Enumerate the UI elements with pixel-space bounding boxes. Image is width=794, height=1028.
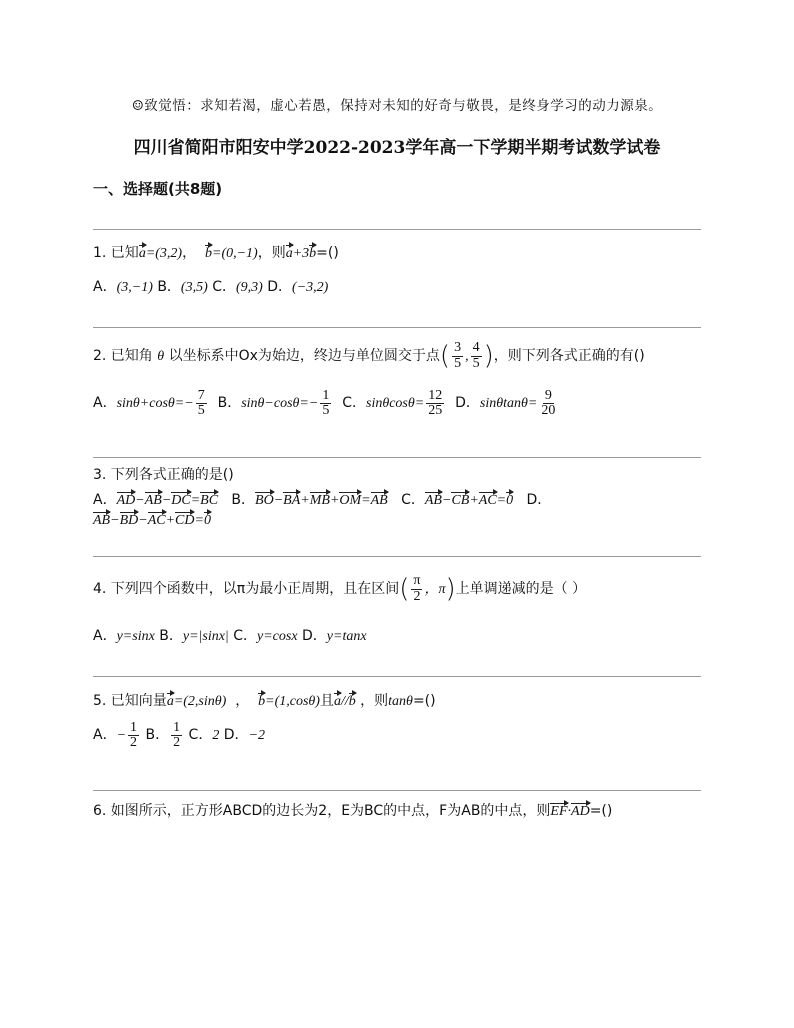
q2-point-y: $\frac{4}{5}$ (472, 339, 480, 371)
expr-vector-a: a (285, 246, 293, 261)
option-d[interactable]: (−3,2) (292, 280, 329, 295)
question-2 (93, 336, 645, 376)
divider (93, 327, 701, 328)
option-d[interactable]: AB−BD−AC+CD=0 (93, 513, 211, 528)
q2-options (93, 384, 559, 423)
option-b[interactable]: sinθ−cosθ=− $\frac{1}{5}$ (241, 387, 330, 419)
option-label-a[interactable]: A． (93, 279, 117, 295)
option-label-b[interactable]: B． (231, 492, 256, 508)
q2-prefix: 2. 已知角 (93, 348, 153, 364)
q3-options-line1 (93, 489, 551, 509)
option-label-a[interactable]: A． (93, 628, 117, 644)
option-c[interactable]: y=cosx (257, 629, 298, 644)
option-label-d[interactable]: D． (223, 727, 249, 743)
q5-tail: =() (412, 693, 436, 709)
option-label-b[interactable]: B． (217, 395, 242, 411)
question-3: 3. 下列各式正确的是() (93, 467, 234, 483)
parallel-a: a (333, 694, 341, 709)
option-label-c[interactable]: C． (233, 628, 258, 644)
question-5 (93, 690, 436, 710)
q1-tail: =() (316, 245, 339, 261)
q1-a-value: =(3,2) (145, 246, 183, 261)
vector-ad: AD (571, 804, 590, 819)
option-c[interactable]: AB−CB+AC=0 (424, 493, 514, 508)
vector-ef: EF (550, 804, 568, 819)
q1-sep: ， (182, 245, 197, 261)
q5-a-value: =(2,sinθ) (173, 694, 227, 709)
q2-theta: θ (157, 349, 165, 364)
paren-open: ( (399, 574, 410, 604)
vector-b: b (258, 694, 266, 709)
option-a[interactable]: sinθ+cosθ=− $\frac{7}{5}$ (116, 387, 205, 419)
option-c[interactable]: (9,3) (235, 280, 263, 295)
option-label-b[interactable]: B． (145, 727, 170, 743)
dot-operator: · (567, 804, 572, 819)
option-b[interactable]: y=|sinx| (182, 629, 229, 644)
option-b[interactable]: BO−BA+MB+OM=AB (255, 493, 388, 508)
option-a[interactable]: y=sinx (116, 629, 155, 644)
option-label-a[interactable]: A． (93, 727, 117, 743)
q6-tail: =() (589, 803, 613, 819)
q1-prefix: 1. 已知 (93, 245, 139, 261)
option-a[interactable]: (3,−1) (116, 280, 153, 295)
q4-prefix: 4. 下列四个函数中，以π为最小正周期，且在区间 (93, 581, 400, 597)
option-label-d[interactable]: D． (526, 492, 552, 508)
divider (93, 457, 701, 458)
q2-point-x: $\frac{3}{5}$ (454, 339, 462, 371)
divider (93, 556, 701, 557)
option-b[interactable]: (3,5) (180, 280, 208, 295)
option-label-a[interactable]: A． (93, 395, 117, 411)
option-d[interactable]: sinθtanθ= $\frac{9}{20}$ (479, 387, 556, 419)
q4-tail: 上单调递减的是（ ） (455, 581, 587, 597)
parallel-sign: // (340, 694, 349, 709)
divider (93, 790, 701, 791)
option-label-d[interactable]: D． (302, 628, 327, 644)
q5-mid: 且 (319, 693, 334, 709)
q1-sep2: ，则 (257, 245, 286, 261)
option-label-d[interactable]: D． (455, 395, 480, 411)
paren-close: ) (445, 574, 456, 604)
q5-sep: ， (235, 693, 250, 709)
option-label-a[interactable]: A． (93, 492, 117, 508)
option-d[interactable]: −2 (248, 728, 266, 743)
q3-options-line2 (93, 512, 211, 529)
q4-options (93, 625, 367, 645)
option-c[interactable]: sinθcosθ= $\frac{12}{25}$ (366, 387, 443, 419)
q4-interval-end: ，π (424, 582, 446, 597)
option-label-c[interactable]: C． (188, 727, 213, 743)
option-d[interactable]: y=tanx (326, 629, 367, 644)
vector-b: b (205, 246, 212, 261)
q1-b-value: =(0,−1) (212, 246, 258, 261)
question-1 (93, 242, 339, 262)
expr-plus: +3 (292, 246, 310, 261)
option-label-c[interactable]: C． (401, 492, 425, 508)
motto: ☺致觉悟：求知若渴，虚心若愚，保持对未知的好奇与敬畏，是终身学习的动力源泉。 (131, 98, 663, 114)
vector-a: a (138, 246, 146, 261)
option-b[interactable]: $\frac{1}{2}$ (173, 719, 181, 751)
q2-tail: ，则下列各式正确的有() (493, 348, 645, 364)
q2-mid: 以坐标系中Ox为始边，终边与单位圆交于点 (168, 348, 440, 364)
option-label-b[interactable]: B． (159, 628, 183, 644)
q5-tan: tanθ (388, 694, 413, 709)
option-label-c[interactable]: C． (342, 395, 366, 411)
option-label-b[interactable]: B． (157, 279, 181, 295)
section-heading: 一、选择题(共8题) (93, 180, 223, 198)
option-a[interactable]: AD−AB−DC=BC (116, 493, 219, 508)
vector-a: a (166, 694, 174, 709)
option-label-d[interactable]: D． (267, 279, 293, 295)
q2-comma: , (465, 349, 469, 364)
q5-sep2: ，则 (360, 693, 389, 709)
question-6 (93, 800, 612, 820)
option-c[interactable]: 2 (212, 728, 220, 743)
paren-open: ( (439, 341, 451, 371)
option-label-c[interactable]: C． (212, 279, 236, 295)
page-title: 四川省简阳市阳安中学2022-2023学年高一下学期半期考试数学试卷 (133, 138, 661, 158)
question-4 (93, 569, 586, 609)
q6-text: 6. 如图所示，正方形ABCD的边长为2，E为BC的中点，F为AB的中点，则 (93, 803, 551, 819)
divider (93, 676, 701, 677)
paren-close: ) (483, 341, 494, 371)
divider (93, 229, 701, 230)
q1-options (93, 276, 328, 296)
q5-options (93, 716, 265, 755)
option-a[interactable]: − $\frac{1}{2}$ (116, 719, 138, 751)
expr-vector-b: b (309, 246, 317, 261)
parallel-b: b (348, 694, 356, 709)
q5-b-value: =(1,cosθ) (265, 694, 320, 709)
q4-interval-start: $\frac{\pi}{2}$ (413, 572, 421, 604)
q5-prefix: 5. 已知向量 (93, 693, 167, 709)
